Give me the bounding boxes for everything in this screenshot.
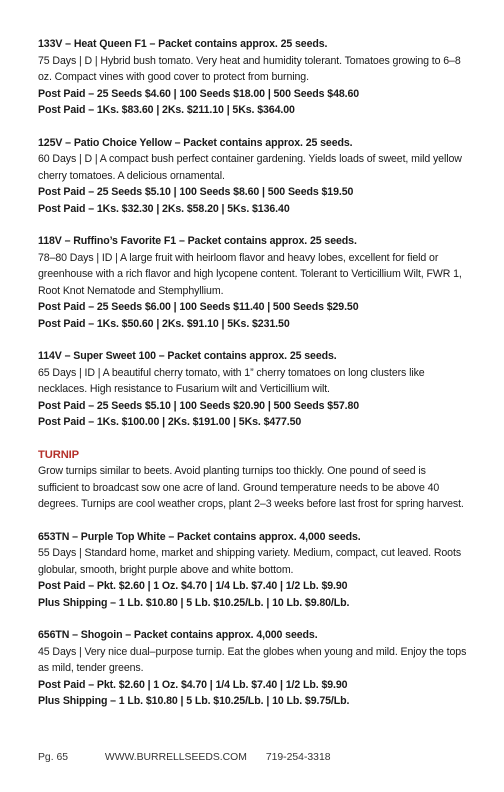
- product-entry-super-sweet-100: [38, 348, 468, 431]
- product-price-line: Post Paid – 25 Seeds $5.10 | 100 Seeds $20.90 | 500 Seeds $57.80: [38, 399, 360, 412]
- product-title: 114V – Super Sweet 100 – Packet contains approx. 25 seeds.: [38, 350, 337, 362]
- product-price-line: Post Paid – 25 Seeds $5.10 | 100 Seeds $8.60 | 500 Seeds $19.50: [38, 186, 354, 198]
- product-description: 65 Days | ID | A beautiful cherry tomato, with 1” cherry tomatoes on long clusters like necklaces. High resistance to Fusarium wilt and Verticillium wilt.: [38, 366, 425, 395]
- product-entry-shogoin: [38, 627, 468, 710]
- product-entry-heat-queen: [38, 36, 468, 119]
- product-price-line: Post Paid – 25 Seeds $4.60 | 100 Seeds $18.00 | 500 Seeds $48.60: [38, 87, 360, 100]
- product-price-line: Post Paid – Pkt. $2.60 | 1 Oz. $4.70 | 1/4 Lb. $7.40 | 1/2 Lb. $9.90: [38, 580, 348, 592]
- section-intro: Grow turnips similar to beets. Avoid planting turnips too thickly. One pound of seed is sufficient to broadcast sow one acre of land. Ground temperature needs to be above 40 degrees. Turnips are cool weather crops, plant 2–3 weeks before last frost for spring harvest.: [38, 465, 464, 510]
- product-price-line: Plus Shipping – 1 Lb. $10.80 | 5 Lb. $10.25/Lb. | 10 Lb. $9.80/Lb.: [38, 596, 350, 609]
- page-footer: [38, 752, 331, 763]
- product-description: 45 Days | Very nice dual–purpose turnip. Eat the globes when young and mild. Enjoy the tops as mild, tender greens.: [38, 645, 467, 674]
- product-title: 133V – Heat Queen F1 – Packet contains approx. 25 seeds.: [38, 38, 328, 50]
- product-description: 75 Days | D | Hybrid bush tomato. Very heat and humidity tolerant. Tomatoes growing to 6–8 oz. Compact vines with good cover to protect from burning.: [38, 54, 461, 83]
- product-price-line: Post Paid – 25 Seeds $6.00 | 100 Seeds $11.40 | 500 Seeds $29.50: [38, 301, 359, 313]
- product-description: 60 Days | D | A compact bush perfect container gardening. Yields loads of sweet, mild yellow cherry tomatoes. A delicious ornamental.: [38, 153, 462, 182]
- product-title: 118V – Ruffino’s Favorite F1 – Packet contains approx. 25 seeds.: [38, 235, 357, 247]
- phone-number: 719-254-3318: [265, 752, 331, 763]
- product-title: 125V – Patio Choice Yellow – Packet contains approx. 25 seeds.: [38, 136, 353, 149]
- website-link[interactable]: WWW.BURRELLSEEDS.COM: [104, 752, 247, 763]
- product-description: 55 Days | Standard home, market and shipping variety. Medium, compact, cut leaved. Roots globular, smooth, bright purple above and white bottom.: [38, 547, 462, 576]
- page-number: Pg. 65: [38, 752, 69, 763]
- product-price-line: Plus Shipping – 1 Lb. $10.80 | 5 Lb. $10.25/Lb. | 10 Lb. $9.75/Lb.: [38, 695, 350, 707]
- product-entry-ruffinos-favorite: [38, 233, 468, 332]
- product-title: 653TN – Purple Top White – Packet contains approx. 4,000 seeds.: [38, 530, 361, 543]
- product-price-line: Post Paid – 1Ks. $100.00 | 2Ks. $191.00 | 5Ks. $477.50: [38, 416, 302, 428]
- product-price-line: Post Paid – 1Ks. $50.60 | 2Ks. $91.10 | 5Ks. $231.50: [38, 317, 290, 330]
- product-entry-patio-choice-yellow: [38, 135, 468, 218]
- product-price-line: Post Paid – 1Ks. $32.30 | 2Ks. $58.20 | 5Ks. $136.40: [38, 202, 290, 215]
- product-price-line: Post Paid – Pkt. $2.60 | 1 Oz. $4.70 | 1/4 Lb. $7.40 | 1/2 Lb. $9.90: [38, 678, 348, 691]
- product-title: 656TN – Shogoin – Packet contains approx. 4,000 seeds.: [38, 629, 318, 641]
- product-description: 78–80 Days | ID | A large fruit with heirloom flavor and heavy lobes, excellent for field or greenhouse with a rich flavor and high lycopene content. Tolerant to Verticillium Wilt, FWR 1, Root Knot Nematode and Stemphyllium.: [38, 251, 462, 297]
- product-entry-purple-top-white: [38, 529, 468, 612]
- page-content: [38, 36, 468, 726]
- product-price-line: Post Paid – 1Ks. $83.60 | 2Ks. $211.10 | 5Ks. $364.00: [38, 104, 295, 116]
- section-heading-turnip: TURNIP: [38, 448, 80, 461]
